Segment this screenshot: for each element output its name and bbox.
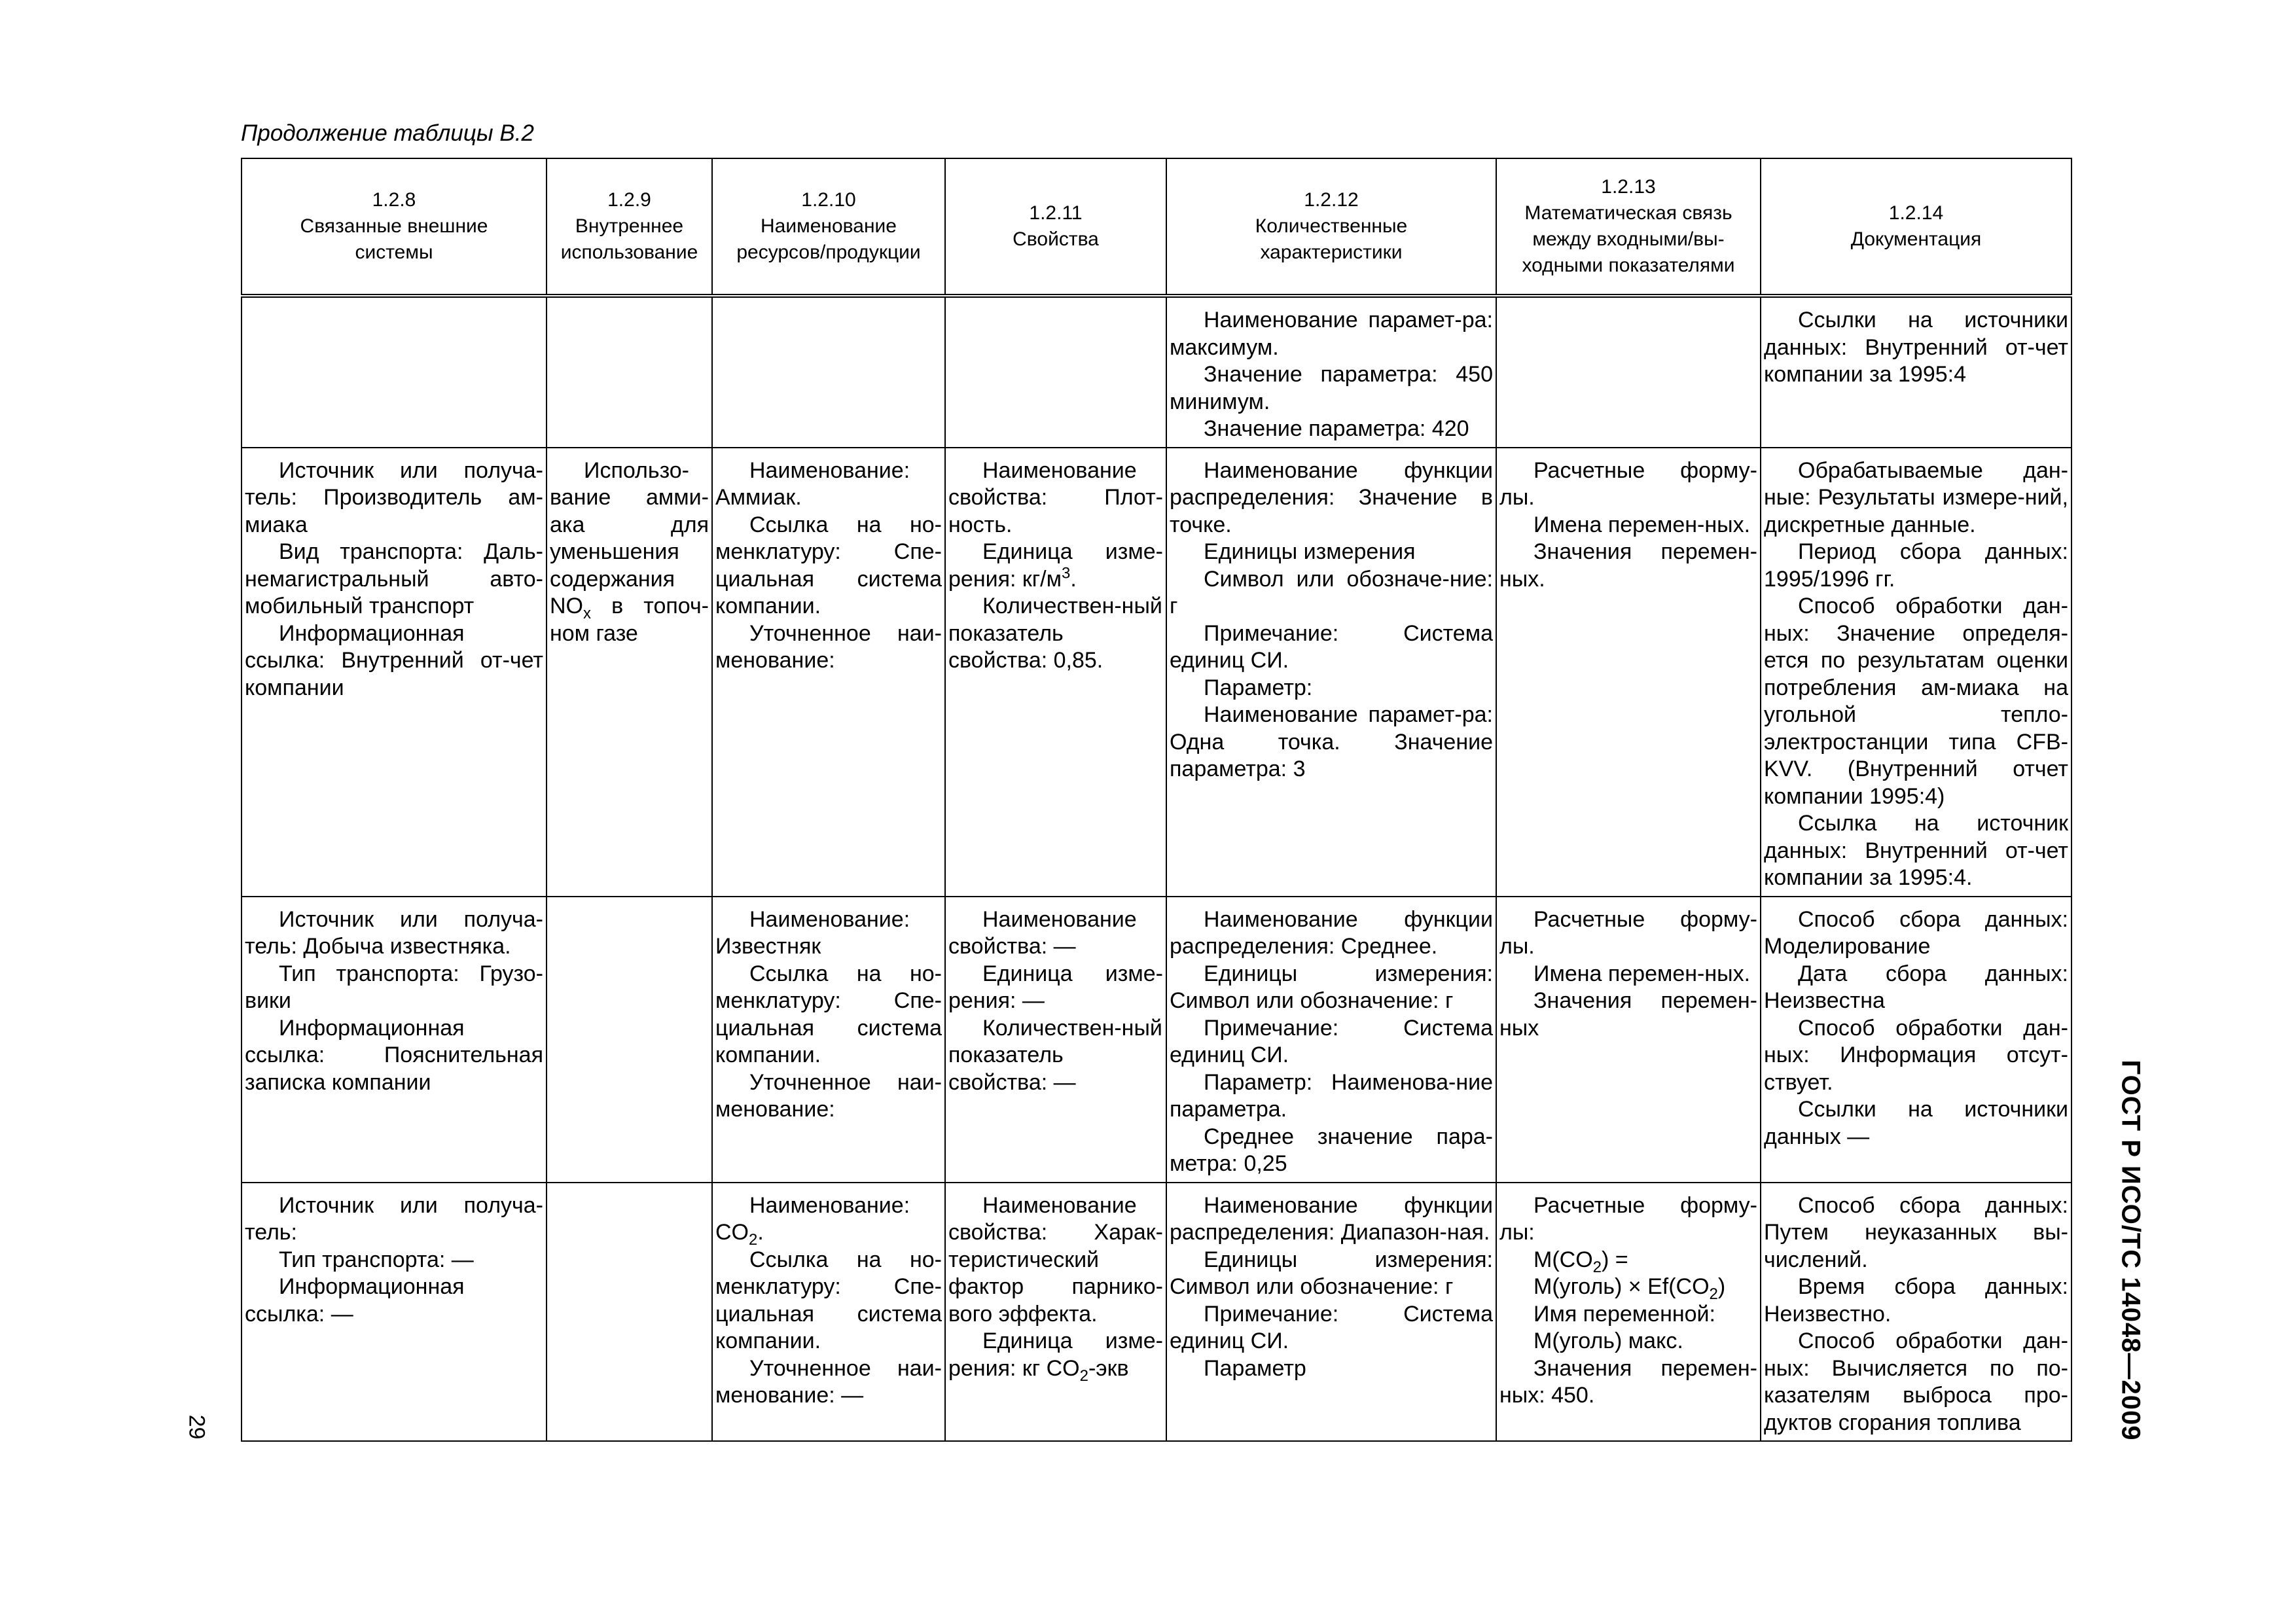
- header-cell: 1.2.11 Свойства: [945, 158, 1166, 296]
- table-cell: Источник или получа-тель: Добыча известняка. Тип транспорта: Грузо-вики Информационная ссылка: Пояснительная записка компании: [242, 897, 547, 1183]
- table-cell: [547, 1183, 712, 1442]
- table-cell: Наименование: Известняк Ссылка на но-менклатуру: Спе-циальная система компании. Уточненное наи-менование:: [712, 897, 945, 1183]
- table-cell: Наименование свойства: — Единица изме-рения: — Количествен-ный показатель свойства: —: [945, 897, 1166, 1183]
- table-cell: [547, 296, 712, 448]
- table-row: [242, 448, 2072, 897]
- header-row: [242, 158, 2072, 296]
- header-cell: 1.2.8 Связанные внешние системы: [242, 158, 547, 296]
- table-cell: Расчетные форму-лы. Имена перемен-ных. Значения перемен-ных: [1496, 897, 1761, 1183]
- table-cell: [1496, 296, 1761, 448]
- table-cell: [547, 897, 712, 1183]
- table-cell: [945, 296, 1166, 448]
- table-cell: Наименование: Аммиак. Ссылка на но-менклатуру: Спе-циальная система компании. Уточненное наи-менование:: [712, 448, 945, 897]
- table-cell: Наименование свойства: Харак-теристический фактор парнико-вого эффекта. Единица изме-рения: кг $CO_2$-экв: [945, 1183, 1166, 1442]
- page-number: 29: [184, 1414, 209, 1439]
- table-cell: Расчетные форму-лы. Имена перемен-ных. Значения перемен-ных.: [1496, 448, 1761, 897]
- table-cell: Использо-вание амми-ака для уменьшения содержания $NO_x$ в топоч-ном газе: [547, 448, 712, 897]
- table-cell: Способ сбора данных: Путем неуказанных вы-числений. Время сбора данных: Неизвестно. Способ обработки дан-ных: Вычисляется по по-казателям выброса про-дуктов сгорания топлива: [1761, 1183, 2072, 1442]
- header-cell: 1.2.10 Наименование ресурсов/продукции: [712, 158, 945, 296]
- table-cell: Ссылки на источники данных: Внутренний от-чет компании за 1995:4: [1761, 296, 2072, 448]
- table-cell: Способ сбора данных: Моделирование Дата сбора данных: Неизвестна Способ обработки дан-ных: Информация отсут-ствует. Ссылки на источники данных —: [1761, 897, 2072, 1183]
- table-cell: Наименование функции распределения: Диапазон-ная. Единицы измерения: Символ или обозначение: г Примечание: Система единиц СИ. Параметр: [1166, 1183, 1496, 1442]
- table-row: [242, 897, 2072, 1183]
- table-cell: Обрабатываемые дан-ные: Результаты измере-ний, дискретные данные. Период сбора данных: 1995/1996 гг. Способ обработки дан-ных: Значение определя-ется по результатам оценки потребления ам-миака на угольной тепло-электростанции типа CFB-KVV. (Внутренний отчет компании 1995:4) Ссылка на источник данных: Внутренний от-чет компании за 1995:4.: [1761, 448, 2072, 897]
- table-cell: Расчетные форму-лы: $M(CO_2)$ = M(уголь) × $Ef(CO_2)$ Имя переменной: M(уголь) макс. Значения перемен-ных: 450.: [1496, 1183, 1761, 1442]
- table-cell: Источник или получа-тель: Производитель ам-миака Вид транспорта: Даль-немагистральный авто-мобильный транспорт Информационная ссылка: Внутренний от-чет компании: [242, 448, 547, 897]
- table-cell: Наименование функции распределения: Значение в точке. Единицы измерения Символ или обозначе-ние: г Примечание: Система единиц СИ. Параметр: Наименование парамет-ра: Одна точка. Значение параметра: 3: [1166, 448, 1496, 897]
- table-cell: Источник или получа-тель: Тип транспорта: — Информационная ссылка: —: [242, 1183, 547, 1442]
- table-cell: Наименование свойства: Плот-ность. Единица изме-рения: $кг/м^3$. Количествен-ный показатель свойства: 0,85.: [945, 448, 1166, 897]
- table-cell: Наименование: $CO_2$. Ссылка на но-менклатуру: Спе-циальная система компании. Уточненное наи-менование: —: [712, 1183, 945, 1442]
- header-cell: 1.2.9 Внутреннее использование: [547, 158, 712, 296]
- table-cell: [712, 296, 945, 448]
- table-cell: Наименование функции распределения: Среднее. Единицы измерения: Символ или обозначение: г Примечание: Система единиц СИ. Параметр: Наименова-ние параметра. Среднее значение пара-метра: 0,25: [1166, 897, 1496, 1183]
- table-cell: Наименование парамет-ра: максимум. Значение параметра: 450 минимум. Значение параметра: 420: [1166, 296, 1496, 448]
- header-cell: 1.2.14 Документация: [1761, 158, 2072, 296]
- header-cell: 1.2.12 Количественные характеристики: [1166, 158, 1496, 296]
- data-table: [241, 158, 2072, 1442]
- document-side-title: ГОСТ Р ИСО/ТС 14048—2009: [2116, 1059, 2145, 1441]
- table-row: [242, 296, 2072, 448]
- table-row: [242, 1183, 2072, 1442]
- header-cell: 1.2.13 Математическая связь между входными/вы- ходными показателями: [1496, 158, 1761, 296]
- table-cell: [242, 296, 547, 448]
- table-caption: Продолжение таблицы В.2: [241, 120, 534, 146]
